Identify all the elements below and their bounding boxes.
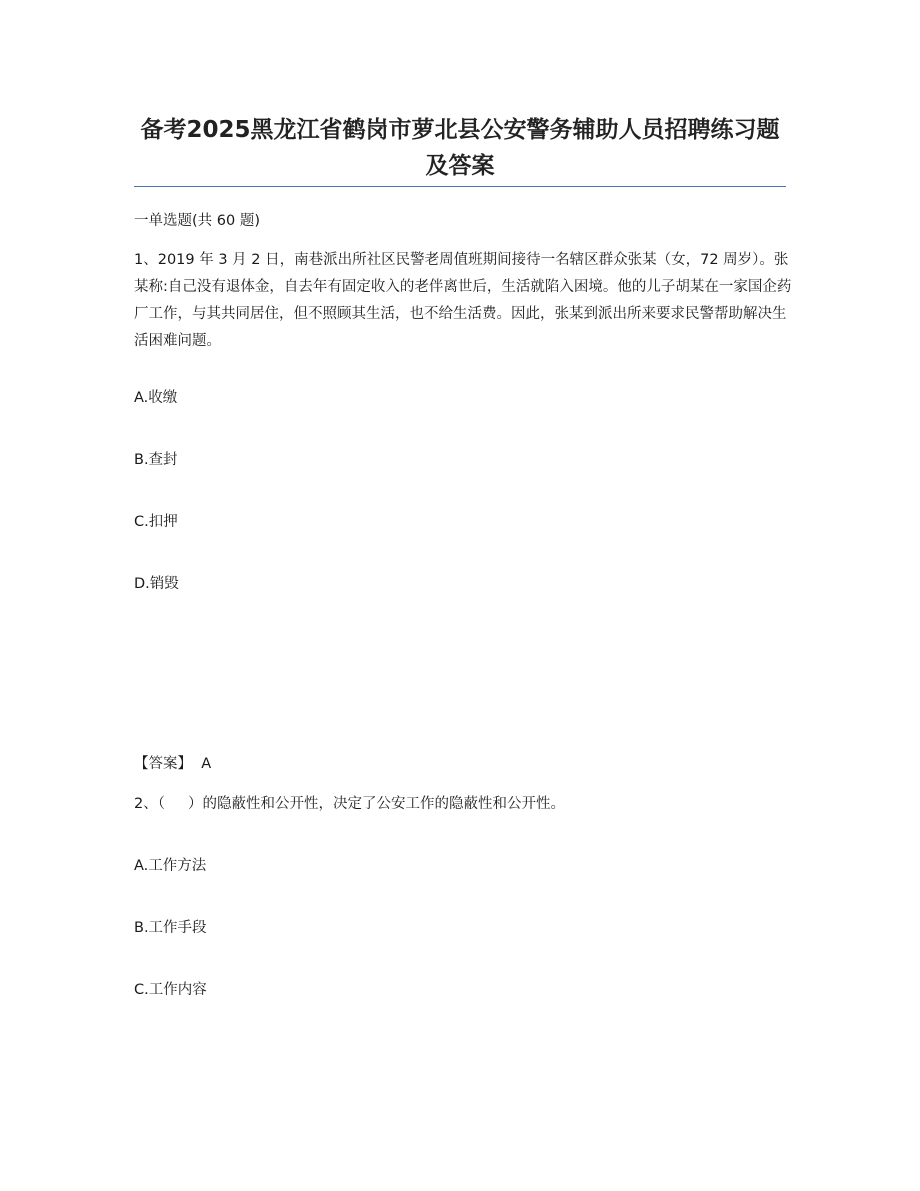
- question-2-option-b: B.工作手段: [134, 920, 207, 936]
- title-divider: [134, 186, 786, 187]
- document-title: 备考2025黑龙江省鹤岗市萝北县公安警务辅助人员招聘练习题及答案: [140, 117, 780, 179]
- question-2-option-c: C.工作内容: [134, 982, 207, 998]
- question-2-option-a: A.工作方法: [134, 858, 207, 874]
- question-1-answer: 【答案】 A: [134, 756, 212, 772]
- question-1-option-d: D.销毁: [134, 576, 179, 592]
- question-1-option-c: C.扣押: [134, 514, 178, 530]
- section-label: 一单选题(共 60 题): [134, 213, 260, 229]
- question-1-text: 1、2019 年 3 月 2 日，南巷派出所社区民警老周值班期间接待一名辖区群众张某（女，72 周岁）。张某称:自己没有退体金，自去年有固定收入的老伴离世后，生活就陷入困境。他的儿子胡某在一家国企药厂工作，与其共同居住，但不照顾其生活，也不给生活费。因此，张某到派出所来要求民警帮助解决生活困难问题。: [134, 252, 792, 349]
- question-1-option-a: A.收缴: [134, 390, 178, 406]
- question-1-option-b: B.查封: [134, 452, 178, 468]
- question-2-text: 2、（ ）的隐蔽性和公开性，决定了公安工作的隐蔽性和公开性。: [134, 796, 566, 812]
